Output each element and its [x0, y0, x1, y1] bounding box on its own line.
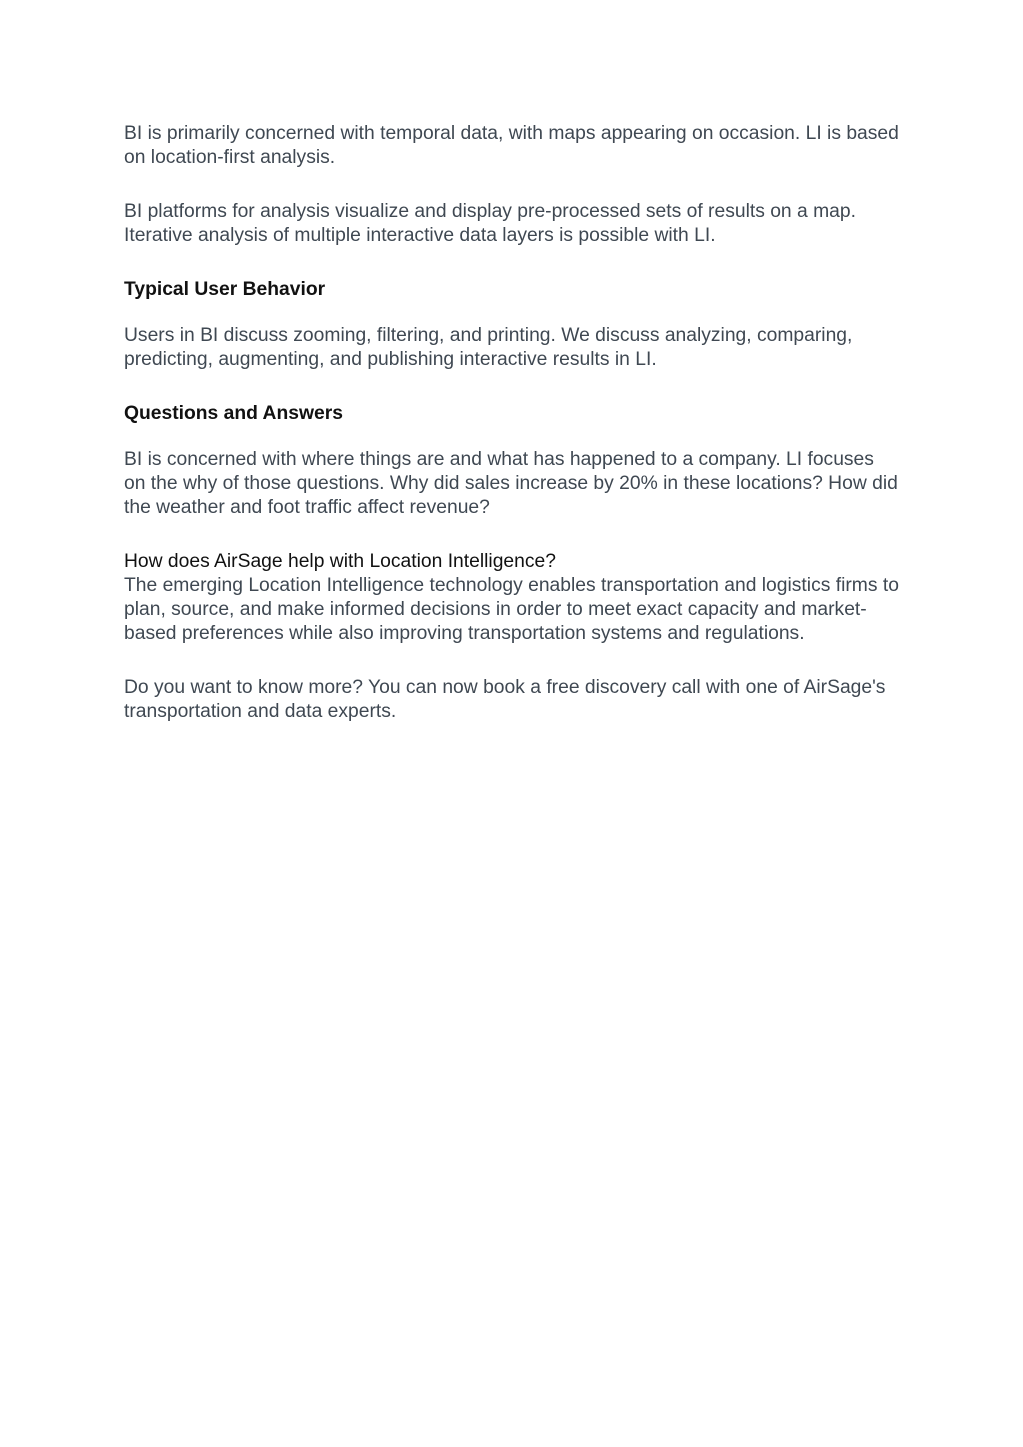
paragraph-discovery-call: Do you want to know more? You can now book a free discovery call with one of AirSage's transportation and data experts.	[124, 677, 886, 722]
heading-questions-and-answers: Questions and Answers	[124, 403, 343, 424]
airsage-section	[124, 550, 899, 646]
document-page	[124, 122, 899, 754]
heading-typical-user-behavior: Typical User Behavior	[124, 279, 326, 300]
paragraph-user-behavior: Users in BI discuss zooming, filtering, and printing. We discuss analyzing, comparing, predicting, augmenting, and publishing interactive results in LI.	[124, 325, 853, 370]
subheading-airsage-help: How does AirSage help with Location Intelligence?	[124, 551, 556, 572]
paragraph-questions: BI is concerned with where things are and what has happened to a company. LI focuses on the why of those questions. Why did sales increase by 20% in these locations? How did the weather and foot traffic affect revenue?	[124, 449, 898, 518]
paragraph-bi-temporal: BI is primarily concerned with temporal data, with maps appearing on occasion. LI is based on location-first analysis.	[124, 123, 899, 168]
paragraph-emerging-li: The emerging Location Intelligence technology enables transportation and logistics firms to plan, source, and make informed decisions in order to meet exact capacity and market-based preferences while also improving transportation systems and regulations.	[124, 575, 899, 644]
paragraph-bi-platforms: BI platforms for analysis visualize and display pre-processed sets of results on a map. Iterative analysis of multiple interactive data layers is possible with LI.	[124, 201, 856, 246]
